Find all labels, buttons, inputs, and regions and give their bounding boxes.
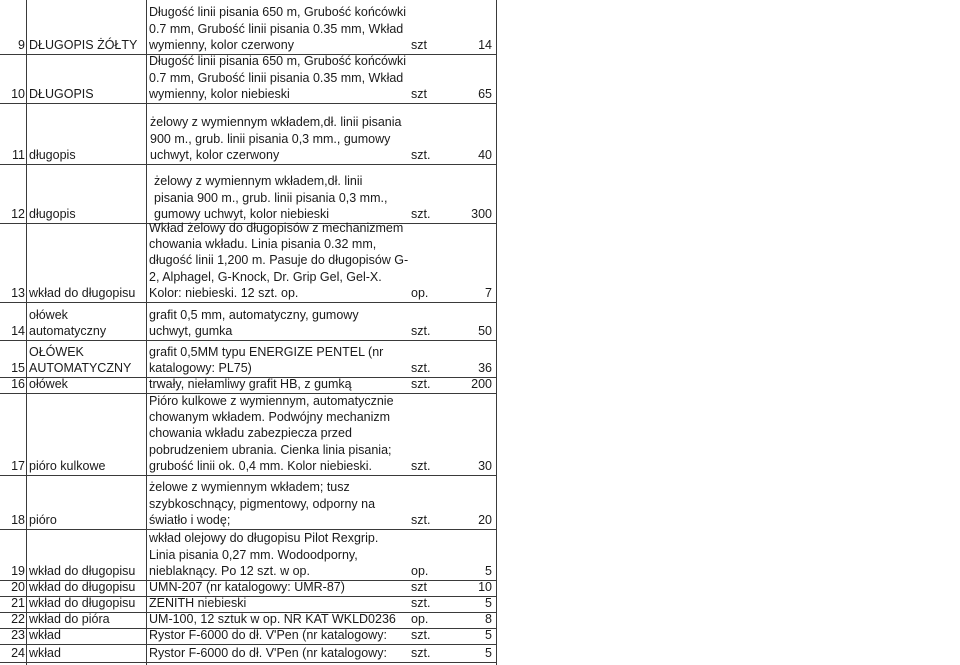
item-name-line: długopis [29, 147, 76, 162]
table-row [0, 341, 960, 378]
item-description-line: żelowy z wymiennym wkładem,dł. linii [154, 174, 363, 189]
item-description-line: ZENITH niebieski [149, 595, 247, 610]
item-description-line: Rystor F-6000 do dł. V'Pen (nr katalogowy: [149, 627, 387, 642]
item-description-line: chowania wkładu. Linia pisania 0.32 mm, [149, 237, 377, 252]
unit-of-measure: szt. [411, 360, 431, 375]
table-row [0, 629, 960, 645]
quantity: 10 [478, 579, 492, 594]
unit-of-measure: szt. [411, 147, 431, 162]
item-description-line: katalogowy: PL75) [149, 360, 252, 375]
item-name [29, 147, 76, 163]
item-description-line: chowanym wkładem. Podwójny mechanizm [149, 410, 391, 425]
item-name-line: wkład do długopisu [29, 285, 136, 300]
row-number: 14 [11, 323, 25, 338]
quantity: 5 [485, 645, 492, 660]
row-number: 12 [11, 206, 25, 221]
item-name [29, 307, 106, 339]
item-name [29, 627, 61, 643]
unit-of-measure: szt. [411, 627, 431, 642]
item-name [29, 512, 57, 528]
item-description [154, 173, 416, 222]
item-name-line: wkład [29, 645, 61, 660]
item-name [29, 595, 135, 611]
item-description [149, 220, 411, 301]
item-name [29, 285, 135, 301]
unit-of-measure: szt. [411, 595, 431, 610]
unit-of-measure: op. [411, 611, 429, 626]
item-name-line: długopis [29, 206, 76, 221]
table-row [0, 104, 960, 165]
item-name-line: wkład do długopisu [29, 595, 136, 610]
quantity: 5 [485, 595, 492, 610]
row-number: 22 [11, 611, 25, 626]
item-description-line: światło i wodę; [149, 512, 231, 527]
row-divider [0, 662, 497, 663]
item-description-line: UMN-207 (nr katalogowy: UMR-87) [149, 579, 345, 594]
item-description [149, 376, 411, 392]
item-name-line: pióro kulkowe [29, 458, 106, 473]
item-description [149, 344, 411, 376]
item-description-line: chowania wkładu zabezpiecza przed [149, 426, 352, 441]
item-description-line: grafit 0,5 mm, automatyczny, gumowy [149, 307, 359, 322]
quantity: 36 [478, 360, 492, 375]
quantity: 40 [478, 147, 492, 162]
item-description-line: wymienny, kolor czerwony [149, 37, 294, 52]
item-description-line: szybkoschnący, pigmentowy, odporny na [149, 496, 376, 511]
item-name-line: automatyczny [29, 323, 107, 338]
table-row [0, 645, 960, 663]
item-name-line: pióro [29, 512, 57, 527]
unit-of-measure: szt. [411, 323, 431, 338]
item-name [29, 645, 61, 661]
item-description-line: pisania 900 m., grub. linii pisania 0,3 mm., [154, 190, 388, 205]
table-row [0, 303, 960, 341]
row-number: 19 [11, 563, 25, 578]
item-description [149, 627, 411, 643]
item-description-line: Rystor F-6000 do dł. V'Pen (nr katalogowy: [149, 645, 387, 660]
unit-of-measure: szt [411, 86, 427, 101]
item-description-line: żelowy z wymiennym wkładem,dł. linii pisania [150, 115, 402, 130]
item-name-line: AUTOMATYCZNY [29, 360, 132, 375]
row-number: 20 [11, 579, 25, 594]
item-description-line: 900 m., grub. linii pisania 0,3 mm., gumowy [150, 131, 391, 146]
item-name [29, 563, 135, 579]
item-name [29, 86, 94, 102]
item-description [149, 530, 411, 579]
table-row [0, 394, 960, 476]
item-description-line: uchwyt, kolor czerwony [150, 147, 280, 162]
unit-of-measure: szt. [411, 512, 431, 527]
item-name [29, 458, 105, 474]
item-name-line: wkład do długopisu [29, 563, 136, 578]
table-row [0, 165, 960, 224]
item-name-line: ołówek [29, 376, 68, 391]
item-name-line: wkład do długopisu [29, 579, 136, 594]
unit-of-measure: szt. [411, 645, 431, 660]
item-description-line: żelowe z wymiennym wkładem; tusz [149, 480, 350, 495]
item-name [29, 206, 76, 222]
item-description-line: UM-100, 12 sztuk w op. NR KAT WKLD0236 [149, 611, 396, 626]
item-description-line: grubość linii ok. 0,4 mm. Kolor niebieski. [149, 458, 373, 473]
item-description [149, 307, 411, 339]
row-number: 21 [11, 595, 25, 610]
item-name [29, 376, 68, 392]
item-description [149, 4, 411, 53]
item-description-line: 2, Alphagel, G-Knock, Dr. Grip Gel, Gel-X. [149, 269, 382, 284]
item-description-line: długość linii 1,200 m. Pasuje do długopisów G- [149, 253, 409, 268]
item-description [149, 393, 411, 474]
table-row [0, 476, 960, 530]
row-number: 18 [11, 512, 25, 527]
quantity: 300 [471, 206, 492, 221]
table-row [0, 220, 960, 303]
item-description-line: Wkład żelowy do długopisów z mechanizmem [149, 220, 404, 235]
item-description [149, 645, 411, 661]
row-number: 17 [11, 458, 25, 473]
item-name [29, 611, 110, 627]
quantity: 14 [478, 37, 492, 52]
item-description-line: Linia pisania 0,27 mm. Wodoodporny, [149, 547, 358, 562]
row-number: 9 [18, 37, 25, 52]
unit-of-measure: op. [411, 285, 429, 300]
row-number: 23 [11, 627, 25, 642]
item-description [149, 53, 411, 102]
row-number: 13 [11, 285, 25, 300]
quantity: 7 [485, 285, 492, 300]
quantity: 200 [471, 376, 492, 391]
item-description [149, 611, 411, 627]
item-description [150, 114, 412, 163]
item-description-line: Długość linii pisania 650 m, Grubość końcówki [149, 5, 407, 20]
table-row [0, 0, 960, 55]
item-description-line: nieblaknący. Po 12 szt. w op. [149, 563, 310, 578]
item-name-line: wkład [29, 627, 61, 642]
row-number: 16 [11, 376, 25, 391]
item-description [149, 595, 411, 611]
row-number: 24 [11, 645, 25, 660]
item-description [149, 479, 411, 528]
item-name [29, 344, 131, 376]
item-description-line: Długość linii pisania 650 m, Grubość końcówki [149, 54, 407, 69]
table-row [0, 55, 960, 104]
item-description-line: grafit 0,5MM typu ENERGIZE PENTEL (nr [149, 344, 384, 359]
row-number: 11 [12, 147, 25, 162]
item-description-line: gumowy uchwyt, kolor niebieski [154, 206, 330, 221]
unit-of-measure: szt [411, 579, 427, 594]
row-number: 15 [11, 360, 25, 375]
item-description-line: trwały, niełamliwy grafit HB, z gumką [149, 376, 352, 391]
item-name-line: DŁUGOPIS [29, 86, 94, 101]
table-row [0, 378, 960, 394]
quantity: 5 [485, 627, 492, 642]
item-name-line: OŁÓWEK [29, 344, 84, 359]
unit-of-measure: szt [411, 37, 427, 52]
quantity: 65 [478, 86, 492, 101]
item-description-line: 0.7 mm, Grubość linii pisania 0.35 mm, Wkład [149, 21, 404, 36]
item-description-line: wymienny, kolor niebieski [149, 86, 290, 101]
item-description-line: Pióro kulkowe z wymiennym, automatycznie [149, 393, 394, 408]
unit-of-measure: szt. [411, 376, 431, 391]
item-description [149, 579, 411, 595]
quantity: 20 [478, 512, 492, 527]
item-name [29, 579, 135, 595]
item-description-line: pobrudzeniem ubrania. Cienka linia pisania; [149, 442, 392, 457]
item-name-line: DŁUGOPIS ŻÓŁTY [29, 37, 138, 52]
quantity: 50 [478, 323, 492, 338]
quantity: 30 [478, 458, 492, 473]
row-number: 10 [11, 86, 25, 101]
item-name-line: ołówek [29, 307, 68, 322]
unit-of-measure: szt. [411, 206, 431, 221]
item-description-line: uchwyt, gumka [149, 323, 233, 338]
quantity: 8 [485, 611, 492, 626]
table-row [0, 530, 960, 581]
item-description-line: Kolor: niebieski. 12 szt. op. [149, 285, 299, 300]
quantity: 5 [485, 563, 492, 578]
item-name-line: wkład do pióra [29, 611, 110, 626]
item-description-line: 0.7 mm, Grubość linii pisania 0.35 mm, Wkład [149, 70, 404, 85]
unit-of-measure: op. [411, 563, 429, 578]
item-description-line: wkład olejowy do długopisu Pilot Rexgrip. [149, 531, 379, 546]
unit-of-measure: szt. [411, 458, 431, 473]
item-name [29, 37, 137, 53]
